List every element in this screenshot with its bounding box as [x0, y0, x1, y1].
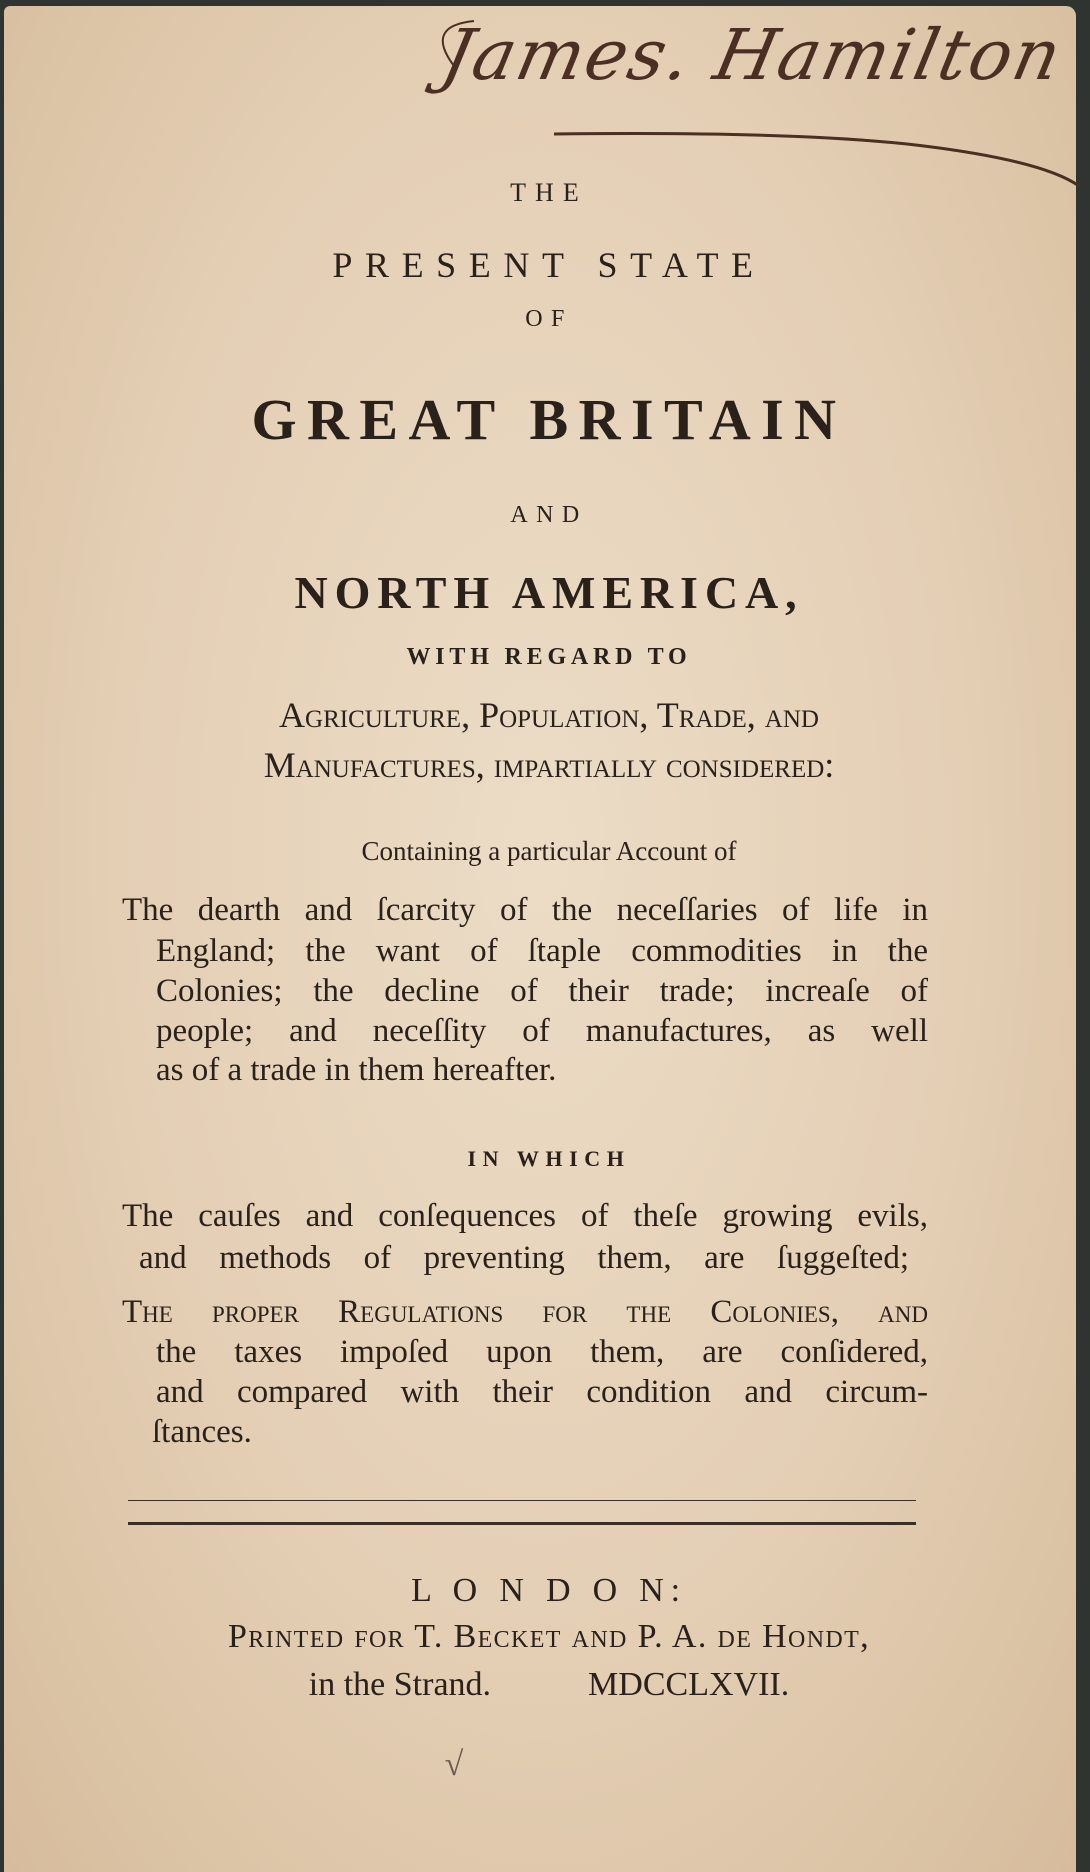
check-mark-icon: √	[444, 1746, 464, 1783]
title-and: AND	[510, 502, 588, 528]
in-which-line: and methods of preventing them, are ſuggeſted;	[139, 1240, 909, 1276]
divider-rule	[128, 1522, 916, 1525]
in-which-heading: IN WHICH	[467, 1146, 631, 1171]
title-north-america: NORTH AMERICA,	[294, 567, 804, 618]
title-of: OF	[525, 306, 573, 332]
imprint-location: in the Strand.	[308, 1666, 492, 1703]
in-which-line: the taxes impoſed upon them, are conſidered,	[156, 1334, 928, 1370]
title-page	[4, 6, 1076, 1872]
title-the: THE	[510, 178, 588, 207]
containing-line: Colonies; the decline of their trade; increaſe of	[156, 973, 928, 1009]
title-great-britain: GREAT BRITAIN	[251, 387, 847, 452]
imprint-location-year	[4, 1666, 1090, 1704]
containing-heading: Containing a particular Account of	[361, 836, 737, 866]
divider-rule	[128, 1500, 916, 1501]
in-which-line: ſtances.	[152, 1414, 252, 1450]
containing-line: as of a trade in them hereafter.	[156, 1052, 557, 1088]
title-with-regard: WITH REGARD TO	[406, 644, 692, 670]
in-which-line: The cauſes and conſequences of theſe growing evils,	[122, 1198, 928, 1234]
containing-line: The dearth and ſcarcity of the neceſſaries of life in	[122, 892, 928, 928]
containing-line: people; and neceſſity of manufactures, as well	[156, 1013, 928, 1049]
title-subjects-line1: Agriculture, Population, Trade, and	[279, 695, 819, 735]
imprint-city: L O N D O N:	[411, 1572, 687, 1609]
containing-line: England; the want of ſtaple commodities in the	[156, 933, 928, 969]
title-present-state: PRESENT STATE	[332, 245, 766, 285]
imprint-printed-for: Printed for T. Becket and P. A. de Hondt,	[228, 1618, 870, 1655]
in-which-line: The proper Regulations for the Colonies, and	[122, 1294, 928, 1330]
in-which-line: and compared with their condition and circum-	[156, 1374, 928, 1410]
title-subjects-line2: Manufactures, impartially conſidered:	[263, 745, 835, 785]
imprint-year: MDCCLXVII.	[588, 1666, 790, 1703]
handwritten-signature: James. Hamilton	[435, 14, 1071, 96]
